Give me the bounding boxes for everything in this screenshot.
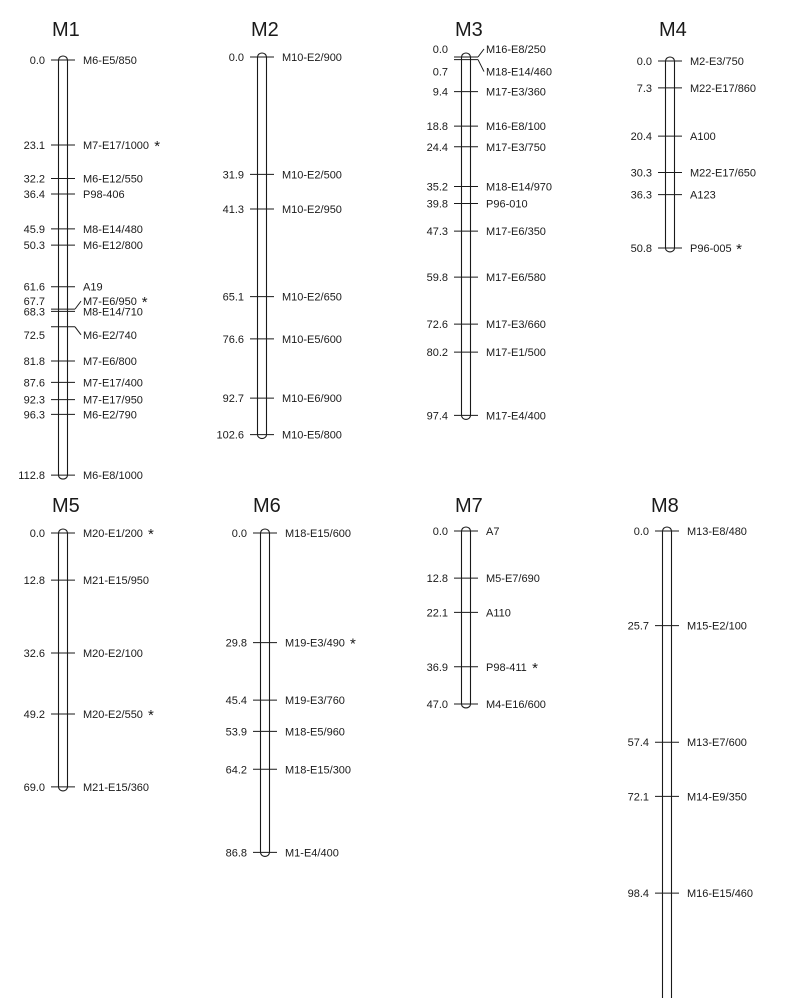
marker-name: M10-E5/600 [282, 333, 342, 346]
marker-name: M21-E15/360 [83, 781, 150, 794]
marker-position: 20.4 [630, 131, 652, 144]
linkage-group-m4 [631, 19, 756, 258]
marker-position: 22.1 [426, 607, 448, 620]
marker-position: 0.7 [432, 66, 448, 79]
marker-name: M10-E2/650 [282, 291, 342, 304]
chromosome-bar [462, 527, 471, 708]
linkage-group-title: M7 [455, 495, 483, 517]
chromosome-bar [666, 57, 675, 252]
marker-name: M18-E5/960 [285, 726, 345, 739]
marker-position: 86.8 [225, 847, 247, 860]
marker-position: 59.8 [426, 272, 448, 285]
marker-name: M18-E15/600 [285, 528, 352, 540]
marker-connector [478, 60, 484, 72]
marker-position: 98.4 [627, 888, 649, 901]
chromosome-bar [258, 53, 267, 439]
marker-position: 36.9 [426, 661, 448, 674]
marker-position: 80.2 [426, 347, 448, 360]
marker-position: 65.1 [222, 291, 244, 304]
marker-position: 45.9 [23, 223, 45, 236]
marker-position: 49.2 [23, 709, 45, 722]
marker-name: M16-E15/460 [687, 888, 754, 901]
marker-name: P96-010 [486, 198, 528, 211]
marker-name: M4-E16/600 [486, 698, 546, 711]
marker-name: A123 [690, 189, 716, 202]
marker-position: 50.8 [630, 242, 652, 255]
linkage-group-title: M5 [52, 495, 80, 517]
linkage-group-title: M8 [651, 495, 679, 517]
marker-position: 0.0 [29, 528, 45, 540]
marker-position: 36.4 [23, 188, 45, 201]
marker-name: M17-E6/350 [486, 226, 546, 239]
marker-position: 0.0 [29, 55, 45, 67]
marker-name: M7-E17/1000 [83, 140, 150, 153]
marker-name: M19-E3/760 [285, 695, 345, 708]
marker-name: M18-E15/300 [285, 764, 352, 777]
marker-name: M6-E8/1000 [83, 470, 143, 483]
chromosome-bar [59, 529, 68, 791]
marker-position: 72.5 [23, 329, 45, 342]
marker-name: M17-E3/750 [486, 141, 546, 154]
marker-name: M10-E2/950 [282, 203, 342, 216]
linkage-group-m3 [427, 19, 552, 422]
marker-name: M17-E4/400 [486, 410, 546, 423]
marker-connector [478, 49, 484, 57]
linkage-group-m8 [621, 495, 753, 998]
significance-asterisk: * [736, 240, 742, 258]
marker-position: 0.0 [228, 52, 244, 64]
marker-name: M18-E14/970 [486, 181, 553, 194]
marker-name: M6-E2/740 [83, 329, 137, 342]
linkage-group-m2 [216, 19, 341, 442]
significance-asterisk: * [532, 659, 538, 677]
marker-position: 57.4 [627, 737, 649, 750]
marker-name: A110 [486, 607, 511, 620]
marker-name: M7-E17/950 [83, 394, 143, 407]
marker-name: M10-E6/900 [282, 393, 342, 406]
marker-position: 9.4 [432, 86, 448, 99]
marker-name: M22-E17/650 [690, 167, 757, 180]
marker-name: M1-E4/400 [285, 847, 339, 860]
marker-name: M8-E14/480 [83, 223, 143, 236]
marker-name: M17-E3/360 [486, 86, 546, 99]
marker-position: 0.0 [633, 526, 649, 538]
marker-name: M10-E5/800 [282, 429, 342, 442]
marker-position: 81.8 [23, 356, 45, 369]
linkage-group-m6 [226, 495, 356, 859]
linkage-group-title: M6 [253, 495, 281, 517]
marker-name: M5-E7/690 [486, 573, 540, 586]
linkage-group-title: M4 [659, 19, 687, 41]
marker-position: 32.2 [23, 173, 45, 186]
chromosome-bar [59, 56, 68, 479]
marker-position: 0.0 [231, 528, 247, 540]
linkage-group-m7 [427, 495, 546, 711]
marker-position: 25.7 [627, 620, 649, 633]
marker-name: A19 [83, 281, 103, 294]
marker-position: 112.8 [18, 470, 45, 483]
marker-name: A7 [486, 526, 500, 538]
marker-name: M16-E8/250 [486, 44, 546, 56]
marker-position: 0.0 [432, 44, 448, 56]
marker-position: 30.3 [630, 167, 652, 180]
marker-position: 61.6 [23, 281, 45, 294]
marker-name: M18-E14/460 [486, 66, 553, 79]
marker-name: M2-E3/750 [690, 56, 744, 68]
marker-name: M8-E14/710 [83, 306, 143, 319]
marker-position: 7.3 [636, 82, 652, 95]
marker-position: 0.0 [636, 56, 652, 68]
marker-position: 92.3 [23, 394, 45, 407]
linkage-group-m5 [24, 495, 154, 794]
marker-name: M17-E3/660 [486, 319, 546, 332]
marker-position: 96.3 [23, 409, 45, 422]
chromosome-bar [261, 529, 270, 856]
marker-position: 41.3 [222, 203, 244, 216]
marker-position: 39.8 [426, 198, 448, 211]
marker-position: 72.1 [627, 791, 649, 804]
marker-name: A100 [690, 131, 716, 144]
chromosome-bar [462, 53, 471, 419]
significance-asterisk: * [148, 707, 154, 725]
marker-name: M22-E17/860 [690, 82, 757, 95]
marker-name: P98-411 [486, 661, 527, 674]
marker-name: M7-E6/800 [83, 356, 137, 369]
marker-name: M17-E1/500 [486, 347, 546, 360]
marker-name: M13-E7/600 [687, 737, 747, 750]
marker-position: 12.8 [426, 573, 448, 586]
marker-position: 32.6 [23, 647, 45, 660]
marker-position: 18.8 [426, 121, 448, 134]
marker-position: 35.2 [426, 181, 448, 194]
marker-position: 36.3 [630, 189, 652, 202]
marker-name: M20-E1/200 [83, 528, 143, 540]
marker-name: M6-E12/550 [83, 173, 143, 186]
marker-name: M7-E17/400 [83, 377, 143, 390]
linkage-group-m1 [18, 19, 160, 482]
marker-position: 64.2 [225, 764, 247, 777]
chromosome-bar [663, 527, 672, 998]
marker-position: 47.3 [426, 226, 448, 239]
significance-asterisk: * [148, 526, 154, 543]
marker-position: 92.7 [222, 393, 244, 406]
marker-name: M10-E2/900 [282, 52, 342, 64]
marker-position: 76.6 [222, 333, 244, 346]
marker-position: 0.0 [432, 526, 448, 538]
significance-asterisk: * [154, 138, 161, 156]
marker-name: M19-E3/490 [285, 637, 345, 650]
linkage-group-title: M3 [455, 19, 483, 41]
marker-name: M7-E6/950 [83, 296, 137, 309]
marker-name: M16-E8/100 [486, 121, 546, 134]
marker-position: 47.0 [426, 698, 448, 711]
significance-asterisk: * [350, 635, 356, 653]
linkage-group-title: M2 [251, 19, 279, 41]
marker-name: P98-406 [83, 188, 125, 201]
marker-connector [75, 327, 81, 335]
marker-position: 67.7 [23, 296, 45, 309]
marker-position: 29.8 [225, 637, 247, 650]
marker-position: 12.8 [23, 575, 45, 588]
marker-position: 68.3 [23, 306, 45, 319]
marker-name: M21-E15/950 [83, 575, 150, 588]
marker-position: 45.4 [225, 695, 247, 708]
marker-name: M20-E2/100 [83, 647, 143, 660]
marker-position: 31.9 [222, 169, 244, 182]
marker-name: M6-E12/800 [83, 240, 143, 253]
marker-name: M20-E2/550 [83, 709, 143, 722]
marker-position: 53.9 [225, 726, 247, 739]
linkage-group-title: M1 [52, 19, 80, 41]
marker-position: 97.4 [426, 410, 448, 423]
marker-name: M14-E9/350 [687, 791, 747, 804]
marker-name: M17-E6/580 [486, 272, 546, 285]
marker-name: M6-E5/850 [83, 55, 137, 67]
marker-position: 23.1 [23, 140, 45, 153]
marker-name: M15-E2/100 [687, 620, 747, 633]
significance-asterisk: * [141, 294, 148, 312]
marker-position: 69.0 [23, 781, 45, 794]
marker-position: 72.6 [426, 319, 448, 332]
marker-name: M6-E2/790 [83, 409, 137, 422]
marker-name: P96-005 [690, 242, 732, 255]
marker-position: 24.4 [426, 141, 448, 154]
marker-position: 50.3 [23, 240, 45, 253]
marker-position: 102.6 [216, 429, 244, 442]
marker-connector [75, 301, 81, 309]
marker-position: 87.6 [23, 377, 45, 390]
marker-name: M13-E8/480 [687, 526, 747, 538]
marker-name: M10-E2/500 [282, 169, 342, 182]
